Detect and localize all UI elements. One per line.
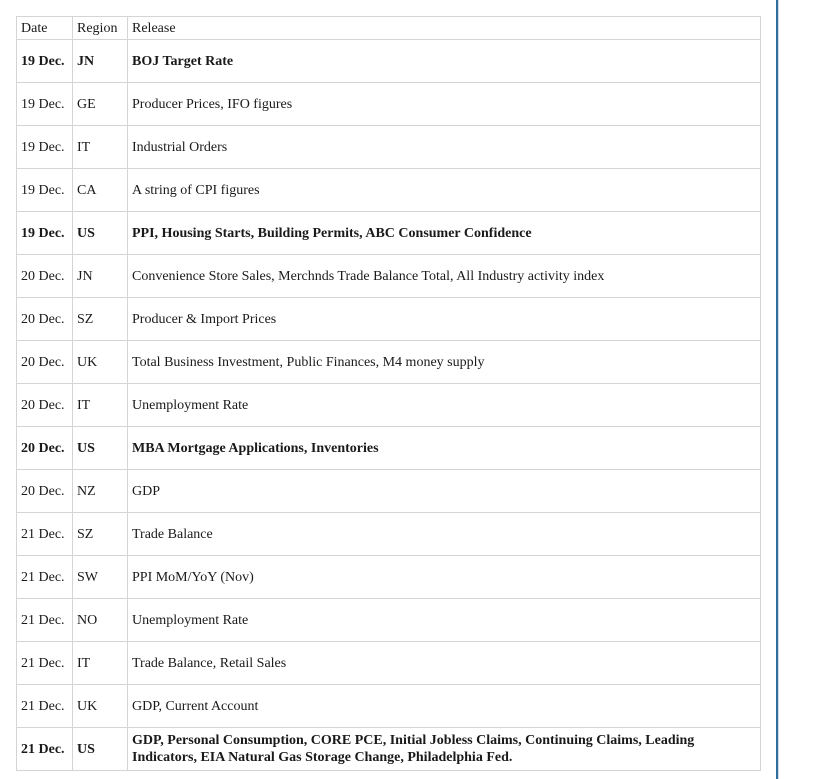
date-cell: 19 Dec. [17,126,73,169]
economic-releases-table [16,16,761,771]
date-cell: 19 Dec. [17,169,73,212]
date-cell: 21 Dec. [17,642,73,685]
release-cell: Producer Prices, IFO figures [128,83,761,126]
release-cell: Industrial Orders [128,126,761,169]
release-cell: Total Business Investment, Public Finances, M4 money supply [128,341,761,384]
region-cell: SZ [73,298,128,341]
date-cell: 19 Dec. [17,83,73,126]
region-cell: GE [73,83,128,126]
table-row [17,470,761,513]
region-cell: NZ [73,470,128,513]
region-cell: IT [73,126,128,169]
date-cell: 20 Dec. [17,341,73,384]
table-row [17,556,761,599]
date-cell: 20 Dec. [17,255,73,298]
table-row [17,341,761,384]
date-cell: 20 Dec. [17,298,73,341]
region-cell: SW [73,556,128,599]
region-cell: US [73,427,128,470]
region-cell: UK [73,685,128,728]
table-row [17,728,761,771]
release-cell: Convenience Store Sales, Merchnds Trade Balance Total, All Industry activity index [128,255,761,298]
table-row [17,169,761,212]
region-cell: CA [73,169,128,212]
date-cell: 20 Dec. [17,470,73,513]
region-cell: JN [73,255,128,298]
date-cell: 21 Dec. [17,556,73,599]
table-row [17,642,761,685]
table-row [17,126,761,169]
date-cell: 21 Dec. [17,728,73,771]
table-row [17,40,761,83]
table-header-row [17,17,761,40]
region-cell: SZ [73,513,128,556]
table-row [17,599,761,642]
release-cell: Unemployment Rate [128,599,761,642]
release-cell: BOJ Target Rate [128,40,761,83]
table-row [17,427,761,470]
release-cell: GDP, Personal Consumption, CORE PCE, Initial Jobless Claims, Continuing Claims, Leading Indicators, EIA Natural Gas Storage Change, Philadelphia Fed. [128,728,761,771]
region-cell: US [73,728,128,771]
table-row [17,212,761,255]
table-row [17,255,761,298]
release-cell: Trade Balance, Retail Sales [128,642,761,685]
header-region: Region [73,17,128,40]
table-row [17,513,761,556]
region-cell: IT [73,384,128,427]
table-row [17,685,761,728]
release-cell: GDP, Current Account [128,685,761,728]
header-date: Date [17,17,73,40]
region-cell: IT [73,642,128,685]
region-cell: JN [73,40,128,83]
date-cell: 21 Dec. [17,599,73,642]
release-cell: GDP [128,470,761,513]
date-cell: 21 Dec. [17,513,73,556]
date-cell: 20 Dec. [17,384,73,427]
region-cell: US [73,212,128,255]
release-cell: PPI MoM/YoY (Nov) [128,556,761,599]
release-cell: Trade Balance [128,513,761,556]
release-cell: Unemployment Rate [128,384,761,427]
release-cell: Producer & Import Prices [128,298,761,341]
release-cell: PPI, Housing Starts, Building Permits, ABC Consumer Confidence [128,212,761,255]
table-row [17,298,761,341]
region-cell: NO [73,599,128,642]
release-cell: MBA Mortgage Applications, Inventories [128,427,761,470]
right-border-shadow [778,0,779,779]
header-release: Release [128,17,761,40]
date-cell: 21 Dec. [17,685,73,728]
date-cell: 19 Dec. [17,40,73,83]
region-cell: UK [73,341,128,384]
date-cell: 19 Dec. [17,212,73,255]
table-row [17,83,761,126]
table-row [17,384,761,427]
date-cell: 20 Dec. [17,427,73,470]
release-cell: A string of CPI figures [128,169,761,212]
